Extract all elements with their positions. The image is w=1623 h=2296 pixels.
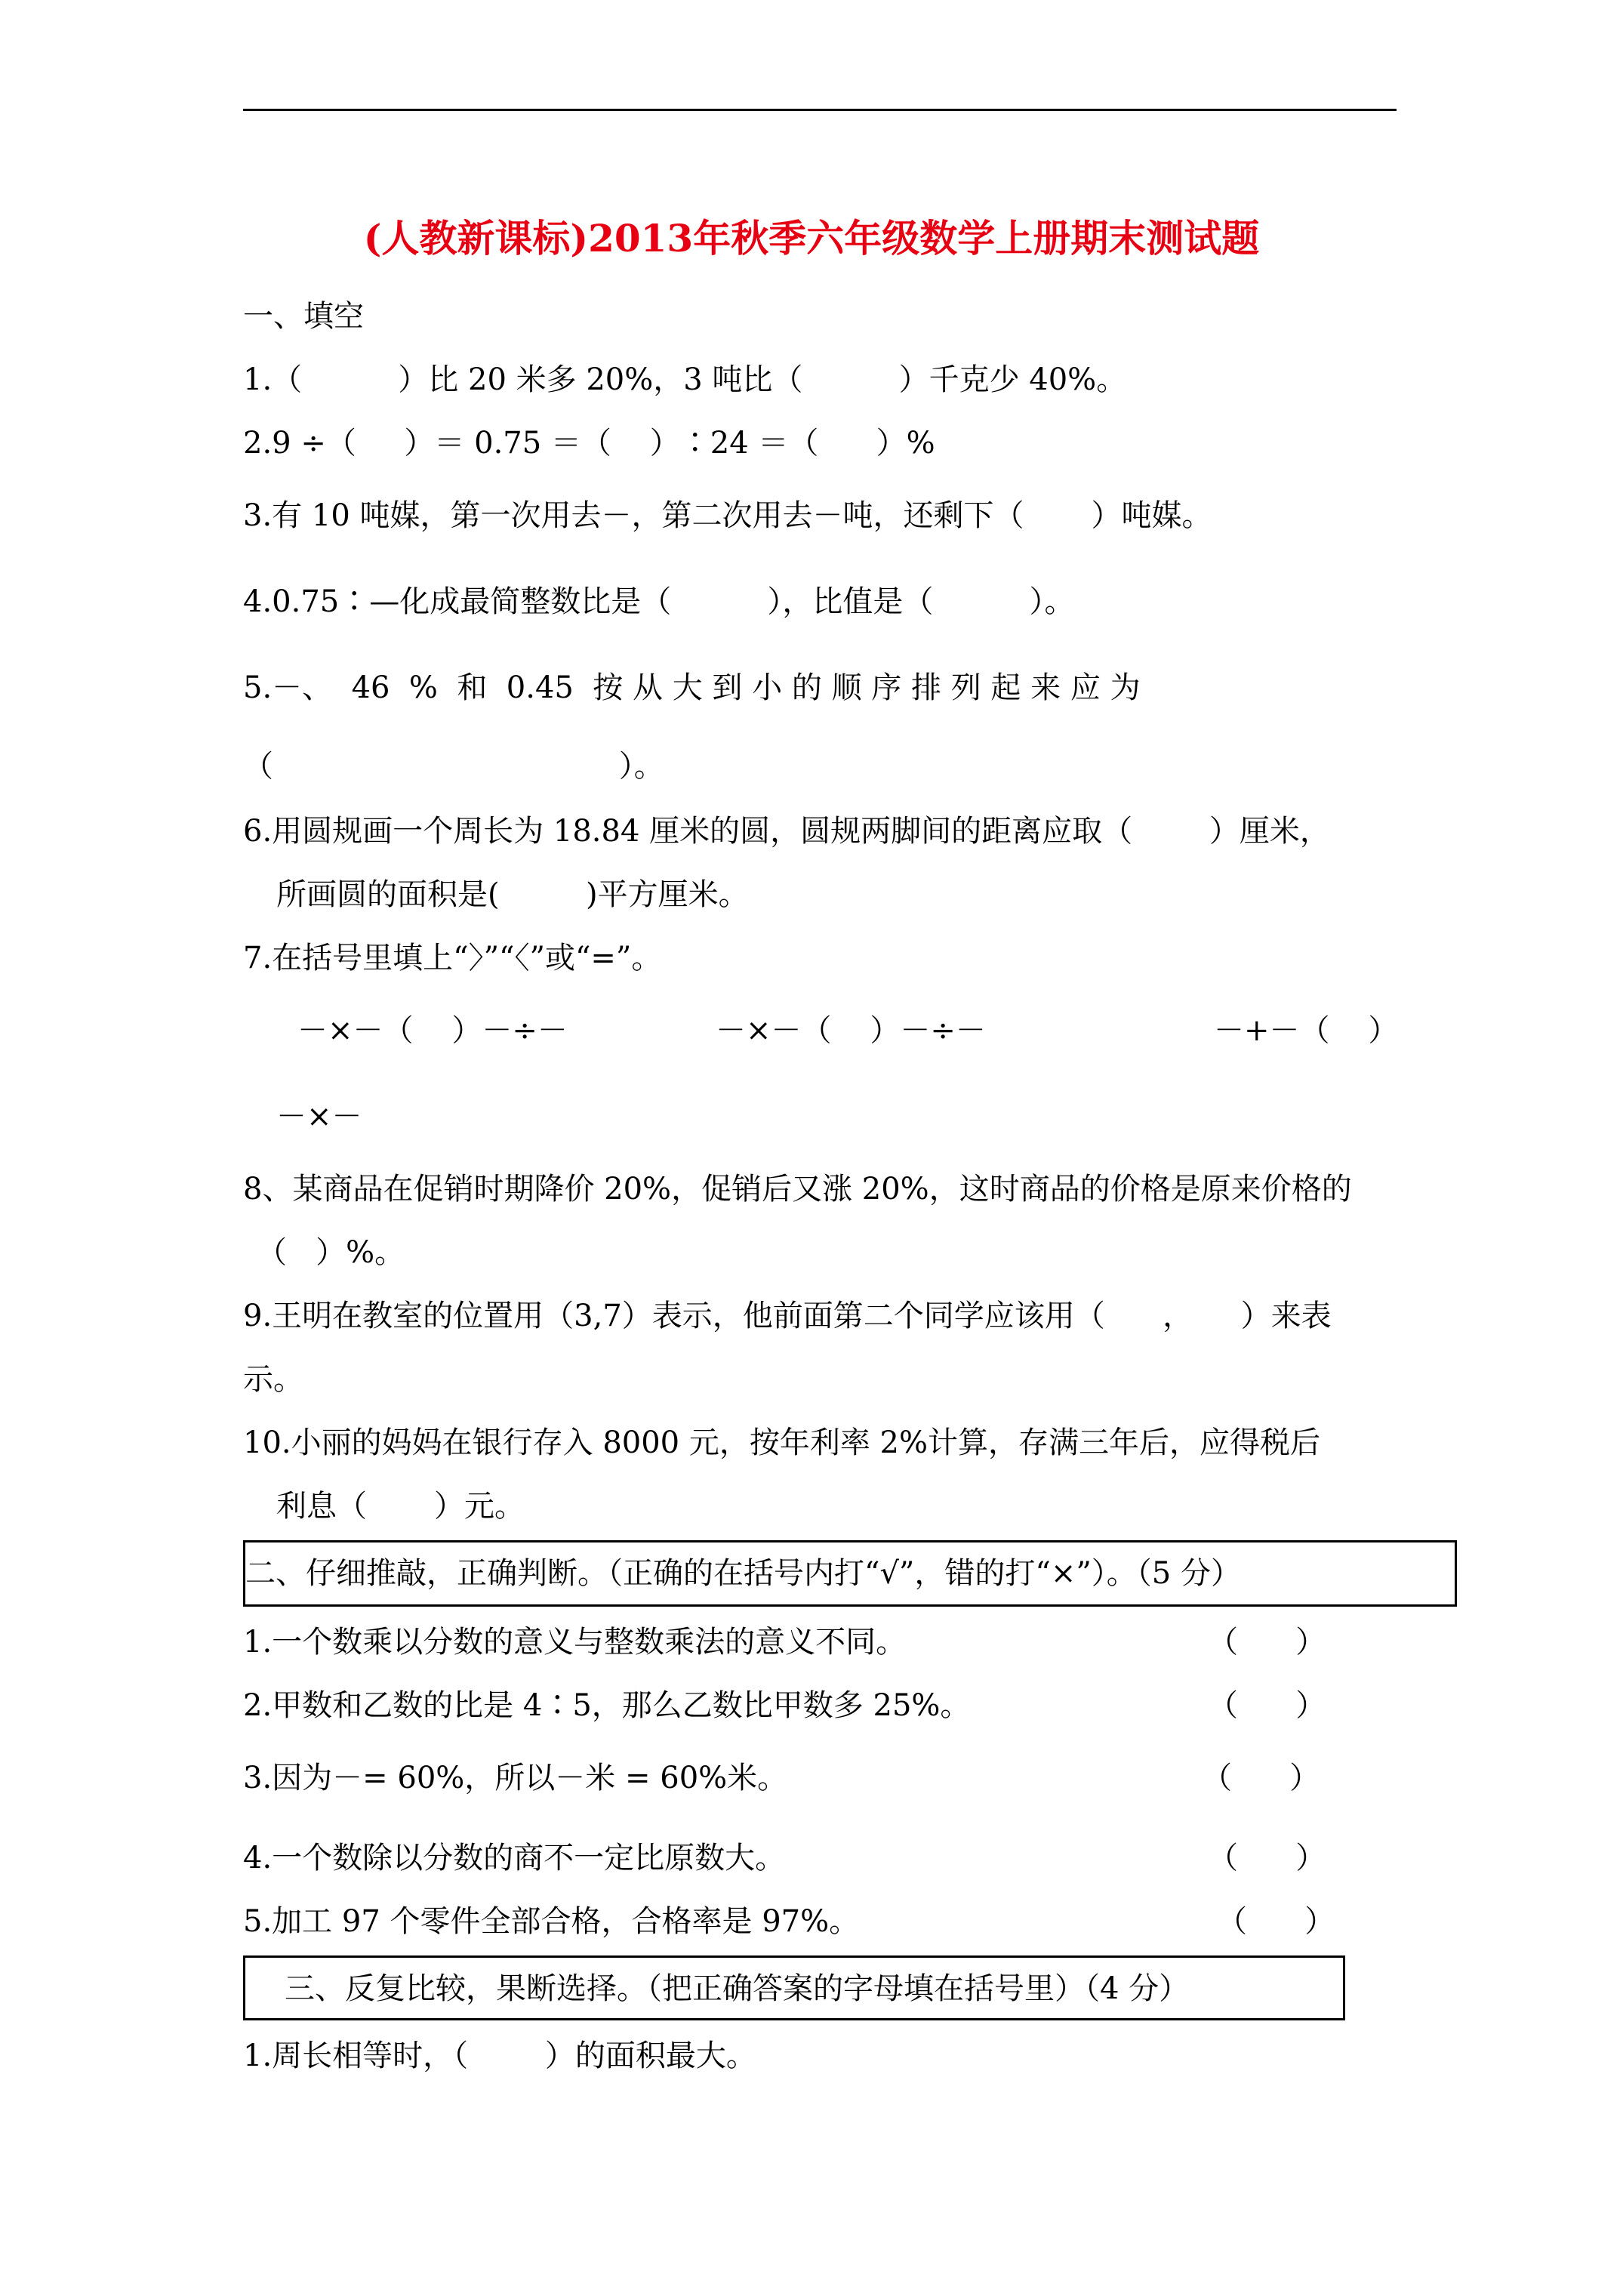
question-8-line1: 8、某商品在促销时期降价 20%，促销后又涨 20%，这时商品的价格是原来价格的 — [243, 1172, 1352, 1207]
question-8-line2: （ ）%。 — [257, 1235, 405, 1270]
judge-answer-2: （ ） — [1208, 1688, 1326, 1723]
section1-heading: 一、填空 — [243, 299, 364, 334]
question-9-line2: 示。 — [243, 1362, 303, 1397]
section2-heading: 二、仔细推敲，正确判断。（正确的在括号内打“√”，错的打“×”）。（5 分） — [245, 1556, 1241, 1591]
section3-heading: 三、反复比较，果断选择。（把正确答案的字母填在括号里）（4 分） — [285, 1971, 1190, 2006]
judge-item-2: 2.甲数和乙数的比是 4∶5，那么乙数比甲数多 25%。 — [243, 1688, 971, 1723]
question-6-line2: 所画圆的面积是( )平方厘米。 — [276, 877, 749, 912]
page-title: (人教新课标)2013年秋季六年级数学上册期末测试题 — [363, 216, 1260, 260]
question-6-line1: 6.用圆规画一个周长为 18.84 厘米的圆，圆规两脚间的距离应取（ ）厘米， — [243, 814, 1330, 849]
question-10-line2: 利息（ ）元。 — [276, 1489, 525, 1524]
question-10-line1: 10.小丽的妈妈在银行存入 8000 元，按年利率 2%计算，存满三年后，应得税后 — [243, 1425, 1321, 1460]
question-5-line2: （ ）。 — [243, 749, 664, 784]
judge-item-4: 4.一个数除以分数的商不一定比原数大。 — [243, 1841, 786, 1875]
judge-answer-1: （ ） — [1208, 1625, 1326, 1660]
judge-item-5: 5.加工 97 个零件全部合格，合格率是 97%。 — [243, 1904, 860, 1939]
judge-answer-3: （ ） — [1202, 1761, 1320, 1795]
question-7-compare-c-cont: －×－ — [276, 1099, 362, 1134]
question-4: 4.0.75∶—化成最简整数比是（ ），比值是（ ）。 — [243, 584, 1075, 619]
section3-heading-box — [243, 1955, 1345, 2020]
judge-answer-5: （ ） — [1217, 1904, 1335, 1939]
judge-item-3: 3.因为－= 60%，所以－米 = 60%米。 — [243, 1761, 788, 1795]
choice-question-1: 1.周长相等时，（ ）的面积最大。 — [243, 2039, 756, 2073]
question-9-line1: 9.王明在教室的位置用（3,7）表示，他前面第二个同学应该用（ ， ）来表 — [243, 1299, 1332, 1333]
question-7-compare-c: －+－（ ） — [1214, 1013, 1399, 1048]
question-2: 2.9 ÷（ ）＝ 0.75 ＝（ ）∶24 ＝（ ）% — [243, 426, 935, 461]
section2-heading-box — [243, 1540, 1457, 1607]
judge-item-1: 1.一个数乘以分数的意义与整数乘法的意义不同。 — [243, 1625, 907, 1660]
question-7: 7.在括号里填上“〉”“〈”或“=”。 — [243, 941, 662, 975]
question-7-compare-a: －×－（ ）－÷－ — [297, 1013, 568, 1048]
header-rule — [243, 109, 1397, 111]
question-7-compare-b: －×－（ ）－÷－ — [716, 1013, 986, 1048]
question-3: 3.有 10 吨媒，第一次用去－，第二次用去－吨，还剩下（ ）吨媒。 — [243, 498, 1212, 533]
judge-answer-4: （ ） — [1208, 1841, 1326, 1875]
question-1: 1.（ ）比 20 米多 20%，3 吨比（ ）千克少 40%。 — [243, 362, 1127, 397]
question-5-line1: 5.－、 46 % 和 0.45 按 从 大 到 小 的 顺 序 排 列 起 来 应 为 — [243, 670, 1141, 705]
